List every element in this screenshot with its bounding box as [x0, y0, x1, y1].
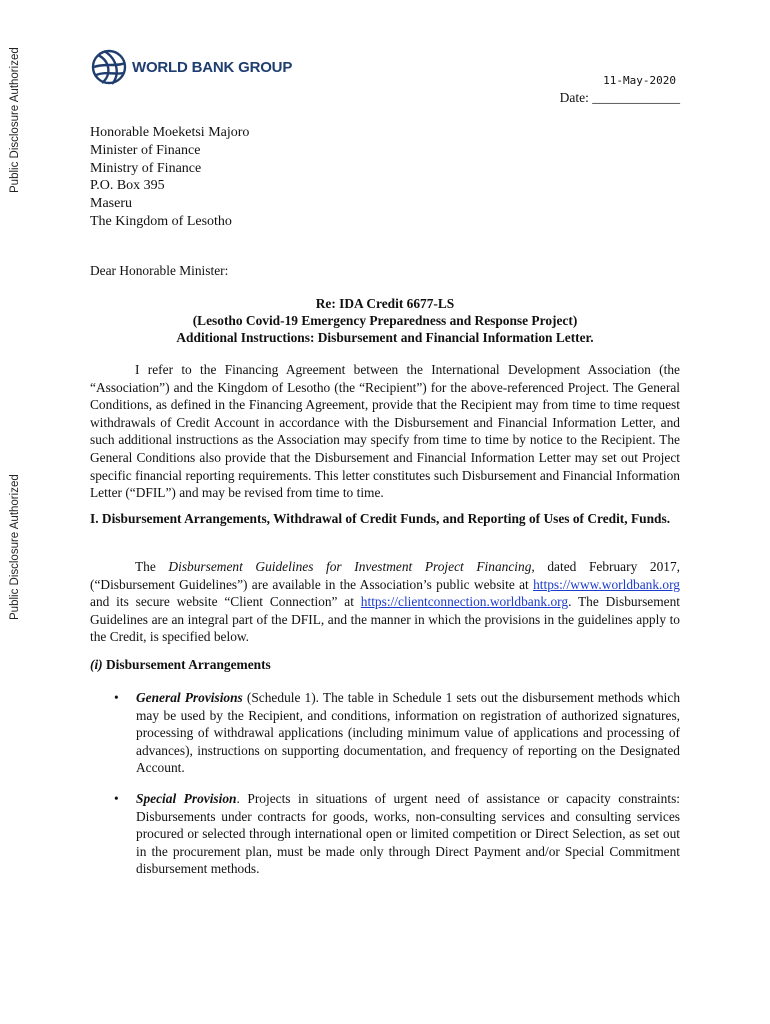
bullet-icon: • [114, 791, 119, 806]
address-block [90, 124, 680, 231]
section-1-text [90, 558, 680, 646]
side-label-top [4, 0, 26, 200]
bullet-body: . Projects in situations of urgent need of assistance or capacity constraints: Disbursements under contracts for goods, works, non-consulting services and consulting services procured or selected through international open or limited competition or Direct Selection, as set out in the procurement plan, must be made only through Direct Payment and/or Special Commitment disbursement methods. [136, 791, 681, 877]
globe-icon [90, 45, 128, 89]
disclosure-label-bottom: Public Disclosure Authorized [9, 474, 21, 620]
side-label-bottom [4, 450, 26, 620]
bullet-body: (Schedule 1). The table in Schedule 1 sets out the disbursement methods which may be used by the Recipient, and conditions, information on registration of authorized signatures, processing of withdrawal applications (including minimum value of applications and processing of advances), instructions on supporting documentation, and frequency of reporting on the Designated Account. [136, 690, 681, 776]
bullet-text [136, 790, 680, 878]
address-line: Honorable Moeketsi Majoro [90, 125, 250, 140]
address-line: The Kingdom of Lesotho [90, 213, 232, 229]
section-1-heading: I. Disbursement Arrangements, Withdrawal of Credit Funds, and Reporting of Uses of Credit, Funds. [90, 511, 671, 526]
subject-line-2: (Lesotho Covid-19 Emergency Preparedness and Response Project) [192, 313, 578, 328]
text-run: dated February 2017, (“Disbursement Guidelines”) are available in the Association’s public website at [90, 559, 681, 592]
address-line: Ministry of Finance [90, 160, 202, 176]
worldbank-link[interactable]: https://www.worldbank.org [533, 576, 680, 592]
text-run: . The Disbursement Guidelines are an integral part of the DFIL, and the manner in which the provisions in the guidelines apply to the Credit, is specified below. [90, 594, 681, 645]
address-line: Minister of Finance [90, 142, 201, 158]
bullet-title: General Provisions [136, 690, 243, 705]
world-bank-logo [90, 45, 292, 89]
text-run: The [135, 559, 169, 574]
text-run: and its secure website “Client Connection” at [90, 594, 361, 610]
clientconnection-link[interactable]: https://clientconnection.worldbank.org [360, 594, 569, 610]
intro-text: I refer to the Financing Agreement between the International Development Association (the “Association”) and the Kingdom of Lesotho (the “Recipient”) for the above-referenced Project. The General Conditions, as defined in the Financing Agreement, provide that the Recipient may from time to time request withdrawals of Credit Account in accordance with the Disbursement and Financial Information Letter, and such additional instructions as the Association may specify from time to time by notice to the Recipient. The General Conditions also provide that the Disbursement and Financial Information Letter may set out Project specific financial reporting requirements. This letter constitutes such Disbursement and Financial Information Letter (“DFIL”) and may be revised from time to time. [90, 362, 680, 501]
subject-block [90, 295, 680, 346]
section-1-paragraph [90, 558, 680, 646]
guidelines-title: Disbursement Guidelines for Investment Project Financing, [168, 559, 535, 574]
date-line: Date: _____________ [559, 90, 680, 105]
bullet-title: Special Provision [136, 791, 237, 806]
subsection-heading [90, 656, 680, 674]
address-line: Maseru [90, 196, 132, 212]
salutation: Dear Honorable Minister: [90, 263, 229, 278]
disclosure-label-top: Public Disclosure Authorized [9, 47, 21, 193]
logo-text: WORLD BANK GROUP [132, 58, 293, 76]
subsection-title: Disbursement Arrangements [102, 657, 271, 672]
bullet-special-provision [90, 790, 680, 878]
subject-line-1: Re: IDA Credit 6677-LS [315, 296, 455, 311]
subject-line-3: Additional Instructions: Disbursement and Financial Information Letter. [176, 330, 594, 345]
bullet-general-provisions [90, 689, 680, 777]
intro-paragraph [90, 361, 680, 502]
address-line: P.O. Box 395 [90, 178, 165, 194]
subsection-number: (i) [90, 657, 103, 672]
bullet-text [136, 689, 680, 777]
stamp-date: 11-May-2020 [603, 74, 676, 87]
bullet-icon: • [114, 690, 119, 705]
